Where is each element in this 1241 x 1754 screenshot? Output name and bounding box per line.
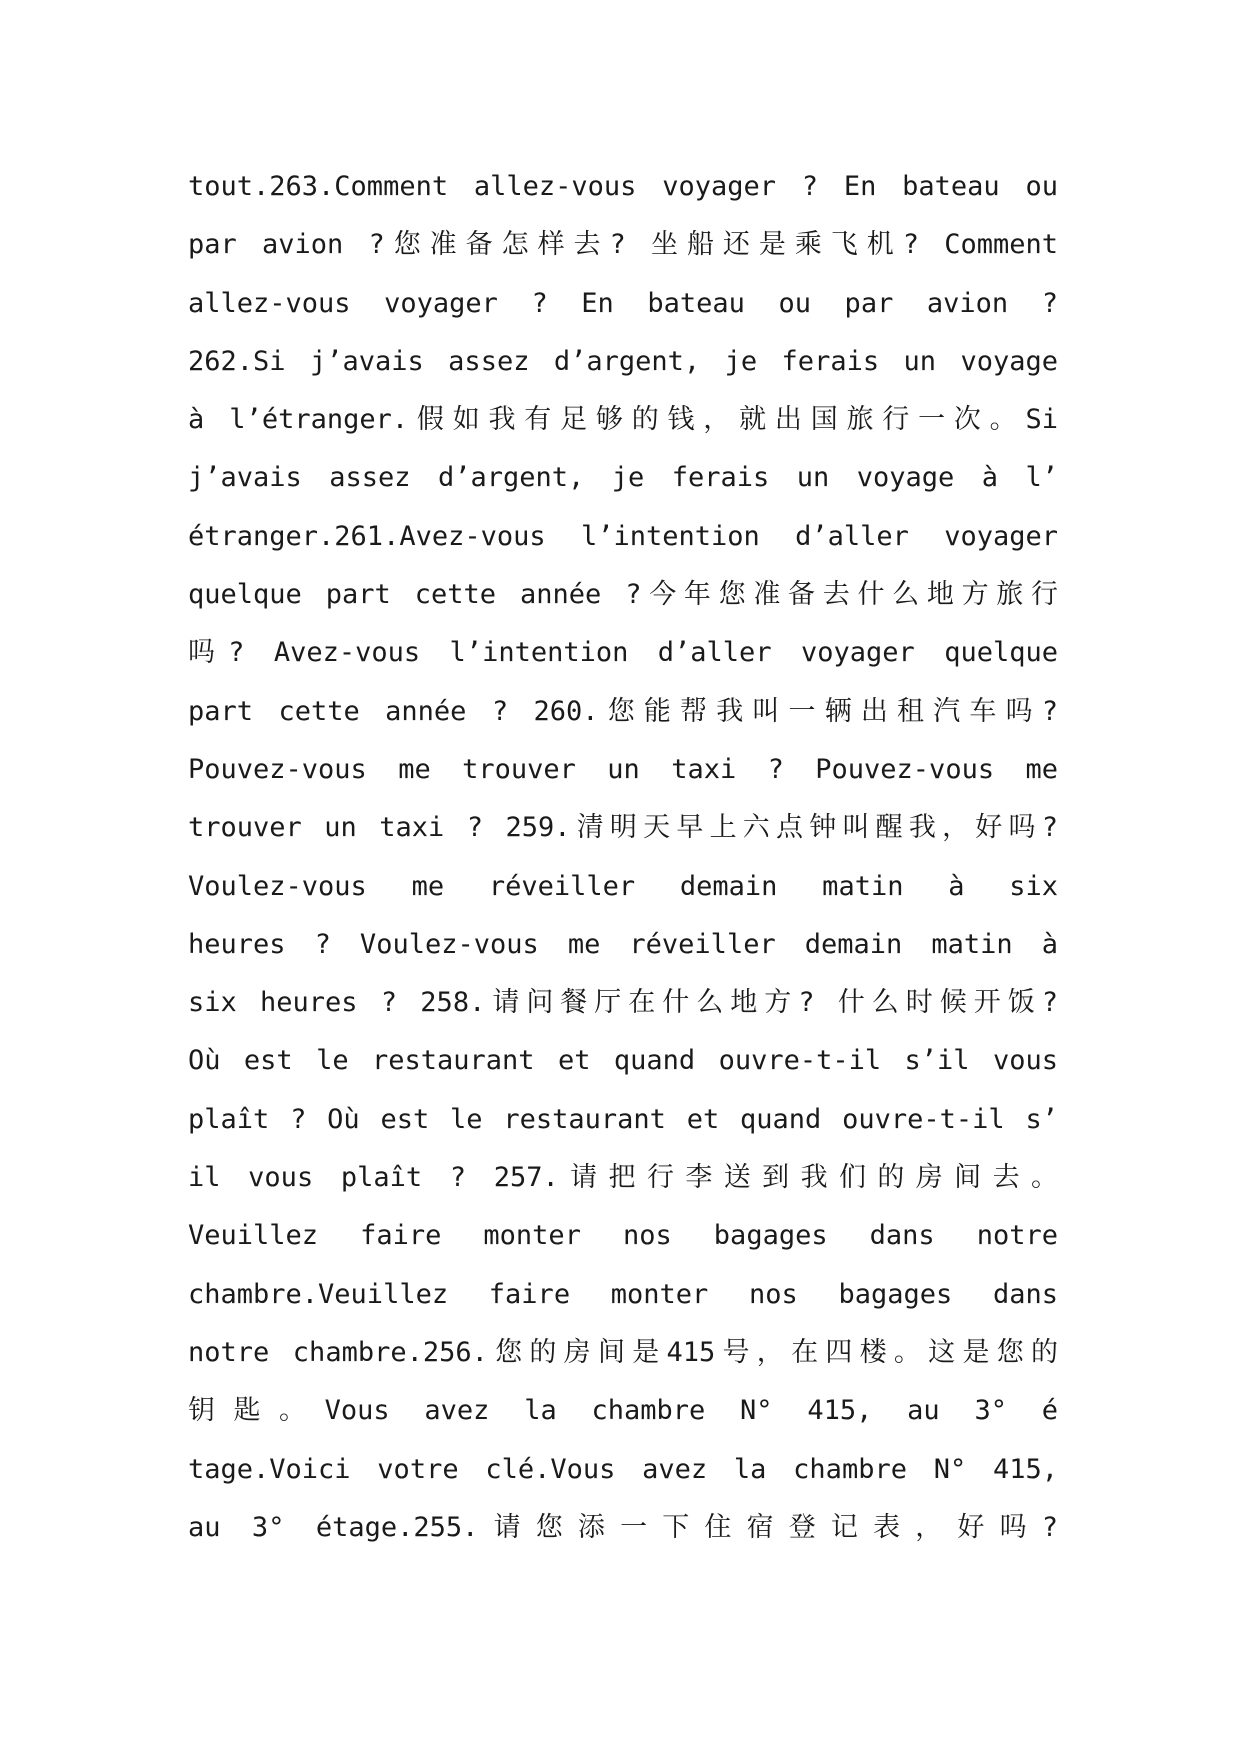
text-line: à l’étranger.假如我有足够的钱，就出国旅行一次。Si xyxy=(188,404,1058,436)
text-line: heures ? Voulez-vous me réveiller demain matin à xyxy=(188,928,1058,960)
text-line: Pouvez-vous me trouver un taxi ? Pouvez-vous me xyxy=(188,753,1058,785)
text-line: 262.Si j’avais assez d’argent, je ferais un voyage xyxy=(188,345,1058,377)
text-line: Veuillez faire monter nos bagages dans notre xyxy=(188,1220,1058,1252)
text-line: chambre.Veuillez faire monter nos bagages dans xyxy=(188,1278,1058,1310)
text-line: tout.263.Comment allez-vous voyager ? En bateau ou xyxy=(188,171,1058,202)
text-line: 吗? Avez-vous l’intention d’aller voyager quelque xyxy=(188,637,1058,669)
text-line: allez-vous voyager ? En bateau ou par avion ? xyxy=(188,287,1058,319)
text-line: Voulez-vous me réveiller demain matin à six xyxy=(188,870,1058,902)
body-text xyxy=(188,158,1058,1557)
text-line: étranger.261.Avez-vous l’intention d’aller voyager xyxy=(188,520,1058,552)
text-line: Où est le restaurant et quand ouvre-t-il s’il vous xyxy=(188,1045,1058,1077)
text-line: plaît ? Où est le restaurant et quand ouvre-t-il s’ xyxy=(188,1103,1058,1135)
text-line: au 3° étage.255.请您添一下住宿登记表，好吗? xyxy=(188,1511,1058,1543)
text-line: notre chambre.256.您的房间是415号，在四楼。这是您的 xyxy=(188,1336,1058,1368)
text-line: tage.Voici votre clé.Vous avez la chambre N° 415, xyxy=(188,1453,1058,1485)
text-line: trouver un taxi ? 259.清明天早上六点钟叫醒我，好吗? xyxy=(188,812,1058,844)
text-line: j’avais assez d’argent, je ferais un voyage à l’ xyxy=(188,462,1058,494)
text-line: part cette année ? 260.您能帮我叫一辆出租汽车吗? xyxy=(188,695,1058,727)
text-line: il vous plaît ? 257.请把行李送到我们的房间去。 xyxy=(188,1162,1058,1194)
text-line: 钥匙。Vous avez la chambre N° 415, au 3° é xyxy=(188,1395,1058,1427)
text-line: six heures ? 258.请问餐厅在什么地方? 什么时候开饭? xyxy=(188,987,1058,1019)
text-line: par avion ?您准备怎样去? 坐船还是乘飞机? Comment xyxy=(188,229,1058,261)
text-line: quelque part cette année ?今年您准备去什么地方旅行 xyxy=(188,579,1058,611)
